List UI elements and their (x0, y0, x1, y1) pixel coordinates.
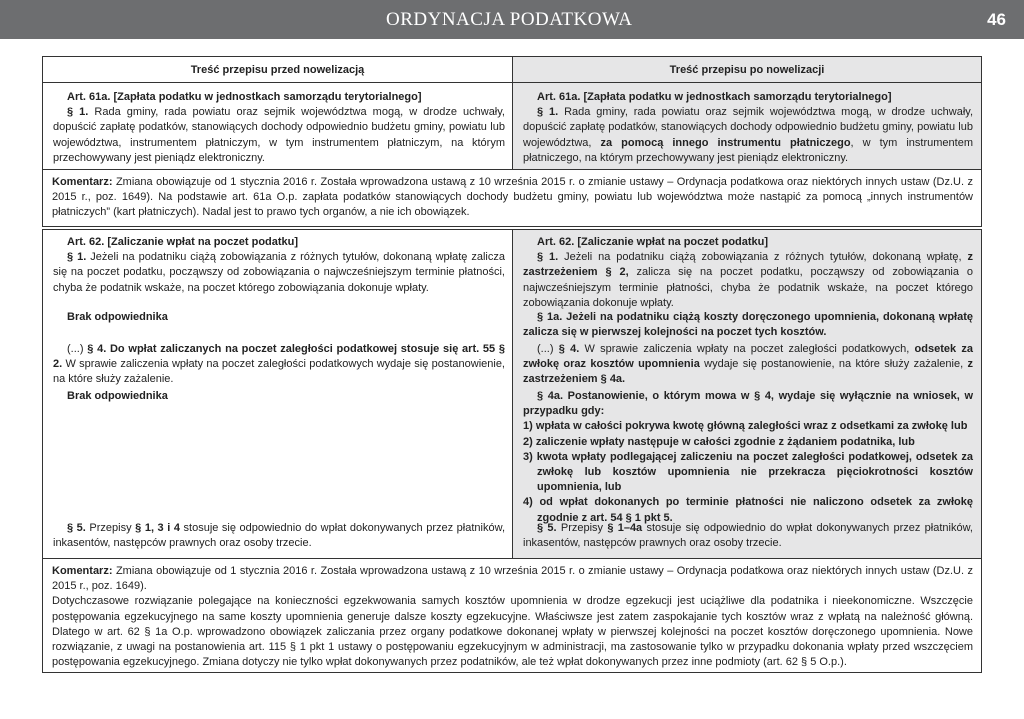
comment-box (43, 169, 981, 226)
amended-text: § 1, 3 i 4 (135, 522, 180, 534)
comment-label: Komentarz: (52, 176, 113, 188)
article-title: Art. 62. [Zaliczanie wpłat na poczet podatku] (67, 236, 299, 248)
page-number: 46 (987, 10, 1006, 29)
no-equivalent-note (67, 310, 168, 325)
removed-text: § 4. Do wpłat zaliczanych na poczet zaległości podatkowej stosuje się art. 55 § 2. (53, 343, 505, 371)
paragraph-label: § 5. (67, 522, 86, 534)
paragraph-5-after (523, 521, 973, 551)
list-item: 2) zaliczenie wpłaty następuje w całości zgodnie z żądaniem podatnika, lub (523, 435, 915, 448)
comment-text (52, 175, 973, 221)
article-title: Art. 61a. [Zapłata podatku w jednostkach samorządu terytorialnego] (537, 91, 892, 103)
column-header-before: Treść przepisu przed nowelizacją (43, 57, 513, 83)
paragraph-label: § 1. (537, 251, 559, 264)
comment-box (43, 558, 981, 672)
list-item: 4) od wpłat dokonanych po terminie płatności nie naliczono odsetek za zwłokę zgodnie z art. 54 § 1 pkt 5. (523, 496, 973, 524)
new-paragraph-text: § 4a. Postanowienie, o którym mowa w § 4, wydaje się wyłącznie na wniosek, w przypadku gdy: (523, 390, 973, 418)
paragraph-4-after (523, 342, 973, 388)
column-header-after: Treść przepisu po nowelizacji (513, 57, 981, 83)
paragraph-text: W sprawie zaliczenia wpłaty na poczet zaległości podatkowych wydaje się postanowienie, na które służy zażalenie. (53, 358, 505, 386)
no-equivalent-label: Brak odpowiednika (67, 311, 168, 323)
paragraph-text: Przepisy (556, 522, 608, 534)
paragraph-text: Jeżeli na podatniku ciążą zobowiązania z różnych tytułów, dokonaną wpłatę, (558, 251, 968, 264)
paragraph-1a-after (523, 310, 973, 340)
cell-before-art-61a (43, 83, 513, 169)
paragraph-text: W sprawie zaliczenia wpłaty na poczet zaległości podatkowych, (579, 343, 915, 355)
paragraph-label: § 1. (67, 251, 87, 264)
paragraph-text: Rada gminy, rada powiatu oraz sejmik województwa mogą, w drodze uchwały, dopuścić zapłatę podatków, stanowiących dochody odpowiednio budżetu gminy, powiatu lub województwa, instrumentem płatniczym, w tym instrumentem płatniczym, na którym przechowywany jest pieniądz elektroniczny. (53, 106, 505, 164)
paragraph-text: stosuje się odpowiednio do wpłat dokonywanych przez płatników, inkasentów, następców prawnych oraz osoby trzecie. (523, 522, 973, 550)
article-title: Art. 61a. [Zapłata podatku w jednostkach samorządu terytorialnego] (67, 91, 422, 103)
provision-text-after (523, 235, 973, 311)
amended-text: z zastrzeżeniem § 4a. (523, 358, 973, 386)
paragraph-text: , w tym instrumentem płatniczego, na którym przechowywany jest pieniądz elektroniczny. (523, 136, 973, 164)
paragraph-label: § 5. (537, 522, 557, 534)
list-item: 3) kwota wpłaty podlegającej zaliczeniu na poczet zaległości podatkowej, odsetek za zwłokę lub kosztów upomnienia nie przekracza pięciokrotności kosztów upomnienia, lub (523, 450, 973, 494)
ellipsis-prefix: (...) (67, 343, 88, 355)
ellipsis-prefix: (...) (537, 343, 559, 355)
new-paragraph-text: § 1a. Jeżeli na podatniku ciążą koszty doręczonego upomnienia, dokonaną wpłatę zalicza się w pierwszej kolejności na poczet tych kosztów. (523, 311, 973, 339)
comparison-table-art-62 (42, 229, 982, 673)
paragraph-text: zalicza się na poczet podatku, począwszy od zobowiązania o najwcześniejszym terminie płatności, chyba że podatnik wskaże, na poczet którego zobowiązania dokonuje wpłaty. (523, 266, 974, 309)
paragraph-text: Przepisy (85, 522, 136, 534)
comment-label: Komentarz: (52, 565, 113, 577)
comparison-table-art-61a (42, 56, 982, 227)
list-item: 1) wpłata w całości pokrywa kwotę główną zaległości wraz z odsetkami za zwłokę lub (523, 420, 968, 433)
paragraph-text: stosuje się odpowiednio do wpłat dokonywanych przez płatników, inkasentów, następców prawnych oraz osoby trzecie. (53, 522, 505, 550)
amended-text: odsetek za zwłokę oraz kosztów upomnienia (523, 343, 973, 371)
page-header (0, 0, 1024, 39)
cell-before-art-62 (43, 230, 513, 558)
comment-text (52, 564, 973, 670)
cell-after-art-61a (513, 83, 981, 169)
paragraph-label: § 4. (558, 343, 580, 355)
comment-body: Dotychczasowe rozwiązanie polegające na konieczności egzekwowania samych kosztów upomnienia w drodze egzekucji jest uciążliwe dla podatnika i nieekonomiczne. Wszczęcie postępowania egzekucyjnego na same koszty upomnienia generuje dalsze koszty egzekucyjne. Właściwsze jest zatem zaspokajanie tych kosztów wraz z wpłatą na należność główną. Dlatego w art. 62 § 1a O.p. wprowadzono obowiązek zaliczania przez organy podatkowe dokonanej wpłaty w pierwszej kolejności na poczet kosztów doręczonego upomnienia. Nowe rozwiązanie, z uwagi na postanowienia art. 115 § 1 pkt 1 ustawy o postępowaniu egzekucyjnym w administracji, ma zastosowanie tylko w przypadku dokonania wpłaty przed wszczęciem postępowania egzekucyjnego. Zmiana dotyczy nie tylko wpłat dokonywanych przez podatników, ale też wpłat dokonywanych przez inne podmioty (art. 62 § 5 O.p.). (52, 595, 973, 669)
paragraph-text: Rada gminy, rada powiatu oraz sejmik województwa mogą, w drodze uchwały, dopuścić zapłatę podatków, stanowiących dochody odpowiednio budżetu gminy, powiatu lub województwa, (523, 106, 974, 149)
amended-text: za pomocą innego instrumentu płatniczego (600, 136, 851, 149)
comment-body: Zmiana obowiązuje od 1 stycznia 2016 r. Została wprowadzona ustawą z 10 września 2015 r. o zmianie ustawy – Ordynacja podatkowa oraz niektórych innych ustaw (Dz.U. z 2015 r., poz. 1649). (52, 565, 973, 593)
paragraph-label: § 1. (67, 106, 89, 119)
no-equivalent-note (67, 389, 168, 404)
paragraph-text: Jeżeli na podatniku ciążą zobowiązania z różnych tytułów, dokonaną wpłatę zalicza się na poczet podatku, począwszy od zobowiązania o najwcześniejszym terminie płatności, chyba że podatnik wskaże, na poczet którego zobowiązania dokonuje wpłaty. (53, 251, 505, 294)
paragraph-4a-after (523, 389, 973, 526)
no-equivalent-label: Brak odpowiednika (67, 390, 168, 402)
cell-after-art-62 (513, 230, 981, 558)
amended-text: § 1–4a (607, 522, 643, 534)
comment-body: Zmiana obowiązuje od 1 stycznia 2016 r. Została wprowadzona ustawą z 10 września 2015 r. o zmianie ustawy – Ordynacja podatkowa oraz niektórych innych ustaw (Dz.U. z 2015 r., poz. 1649). Na podstawie art. 61a O.p. zapłata podatków stanowiących dochody budżetu gminy, powiatu lub województwa może nastąpić za pomocą „innych instrumentów płatniczych” (kart płatniczych). Nadal jest to prawo tych organów, a nie ich obowiązek. (52, 176, 973, 219)
article-title: Art. 62. [Zaliczanie wpłat na poczet podatku] (537, 236, 769, 248)
provision-text-before (53, 235, 505, 296)
provision-text-before (53, 90, 505, 166)
paragraph-text: wydaje się postanowienie, na które służy zażalenie, (699, 358, 968, 371)
paragraph-label: § 1. (537, 106, 559, 119)
paragraph-5-before (53, 521, 505, 551)
amended-text: z zastrzeżeniem § 2, (523, 251, 973, 279)
running-title: ORDYNACJA PODATKOWA (386, 9, 633, 30)
paragraph-4-before (53, 342, 505, 388)
provision-text-after (523, 90, 973, 166)
